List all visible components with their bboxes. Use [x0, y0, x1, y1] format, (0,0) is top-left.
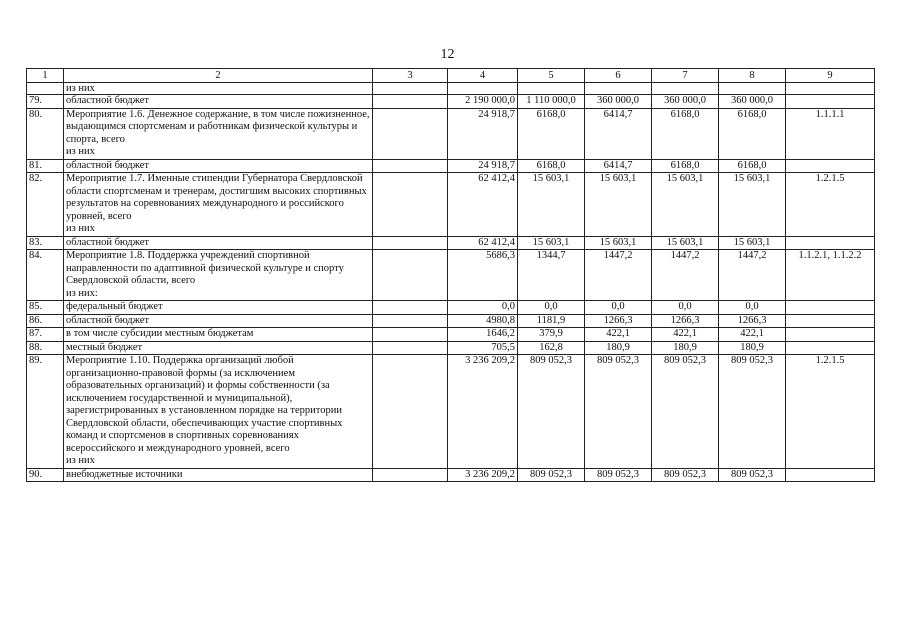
table-row [27, 250, 875, 301]
row-value: 62 412,4 [448, 173, 518, 237]
row-number: 87. [27, 328, 64, 342]
table-row [27, 468, 875, 482]
column-header: 6 [585, 69, 652, 83]
row-value: 15 603,1 [652, 236, 719, 250]
row-value: 3 236 209,2 [448, 355, 518, 469]
row-name: местный бюджет [64, 341, 373, 355]
column-header: 9 [786, 69, 875, 83]
row-value [373, 355, 448, 469]
row-value [373, 83, 448, 95]
budget-table [26, 68, 875, 482]
column-header: 1 [27, 69, 64, 83]
row-value: 6168,0 [518, 159, 585, 173]
row-code: 1.1.2.1, 1.1.2.2 [786, 250, 875, 301]
row-code [786, 328, 875, 342]
table-row [27, 83, 875, 95]
row-code [786, 159, 875, 173]
row-value: 0,0 [719, 301, 786, 315]
row-value [373, 468, 448, 482]
table-row [27, 108, 875, 159]
row-value: 1266,3 [585, 314, 652, 328]
row-name: областной бюджет [64, 236, 373, 250]
row-value [373, 236, 448, 250]
row-name: Мероприятие 1.10. Поддержка организаций любой организационно-правовой формы (за исключением образовательных организаций) и формы собственности (за исключением государственной и муниципальной), зарегистрированных в установленном порядке на территории Свердловской области, обеспечивающих участие спортивных команд и спортсменов в спортивных соревнованиях всероссийского и международного уровней, всего из них [64, 355, 373, 469]
row-value: 6168,0 [719, 108, 786, 159]
row-value: 62 412,4 [448, 236, 518, 250]
row-number: 83. [27, 236, 64, 250]
table-row [27, 355, 875, 469]
row-value: 360 000,0 [652, 95, 719, 109]
table-row [27, 314, 875, 328]
row-value: 6168,0 [719, 159, 786, 173]
column-header: 8 [719, 69, 786, 83]
row-number: 85. [27, 301, 64, 315]
row-value: 2 190 000,0 [448, 95, 518, 109]
row-value: 422,1 [719, 328, 786, 342]
row-value: 15 603,1 [719, 236, 786, 250]
row-value: 24 918,7 [448, 108, 518, 159]
column-header: 5 [518, 69, 585, 83]
table-row [27, 236, 875, 250]
row-value [373, 341, 448, 355]
row-value: 4980,8 [448, 314, 518, 328]
row-name: внебюджетные источники [64, 468, 373, 482]
row-code [786, 236, 875, 250]
row-number: 84. [27, 250, 64, 301]
row-value: 24 918,7 [448, 159, 518, 173]
column-header-row [27, 69, 875, 83]
row-value [652, 83, 719, 95]
row-code: 1.2.1.5 [786, 173, 875, 237]
row-value: 1447,2 [585, 250, 652, 301]
row-value: 6168,0 [518, 108, 585, 159]
row-value: 180,9 [719, 341, 786, 355]
table-row [27, 173, 875, 237]
row-value: 15 603,1 [585, 236, 652, 250]
column-header: 3 [373, 69, 448, 83]
row-value: 162,8 [518, 341, 585, 355]
row-value: 180,9 [585, 341, 652, 355]
page-number: 12 [440, 47, 455, 62]
row-value: 809 052,3 [652, 355, 719, 469]
row-value: 1447,2 [652, 250, 719, 301]
row-value: 1344,7 [518, 250, 585, 301]
column-header: 4 [448, 69, 518, 83]
table-row [27, 328, 875, 342]
row-value: 379,9 [518, 328, 585, 342]
row-value: 15 603,1 [518, 173, 585, 237]
row-name: федеральный бюджет [64, 301, 373, 315]
row-code [786, 314, 875, 328]
row-number: 86. [27, 314, 64, 328]
row-value [373, 314, 448, 328]
row-name: Мероприятие 1.8. Поддержка учреждений спортивной направленности по адаптивной физической культуре и спорту Свердловской области, всего из них: [64, 250, 373, 301]
row-code: 1.2.1.5 [786, 355, 875, 469]
row-value [585, 83, 652, 95]
row-value [719, 83, 786, 95]
row-name: областной бюджет [64, 95, 373, 109]
row-code [786, 468, 875, 482]
row-value: 1 110 000,0 [518, 95, 585, 109]
row-value: 1266,3 [652, 314, 719, 328]
row-value [373, 95, 448, 109]
table-row [27, 301, 875, 315]
row-name: из них [64, 83, 373, 95]
table-row [27, 159, 875, 173]
table-row [27, 341, 875, 355]
row-name: Мероприятие 1.7. Именные стипендии Губернатора Свердловской области спортсменам и тренерам, достигшим высоких спортивных результатов на соревнованиях международного и российского уровней, всего из них [64, 173, 373, 237]
row-value: 3 236 209,2 [448, 468, 518, 482]
row-name: областной бюджет [64, 314, 373, 328]
row-value: 15 603,1 [652, 173, 719, 237]
row-value: 0,0 [652, 301, 719, 315]
row-value: 360 000,0 [719, 95, 786, 109]
row-value: 15 603,1 [585, 173, 652, 237]
row-value [373, 328, 448, 342]
row-value: 809 052,3 [518, 468, 585, 482]
row-value: 6414,7 [585, 159, 652, 173]
row-number: 88. [27, 341, 64, 355]
row-value: 422,1 [585, 328, 652, 342]
row-value: 6414,7 [585, 108, 652, 159]
row-value: 809 052,3 [652, 468, 719, 482]
row-code [786, 341, 875, 355]
row-value: 0,0 [518, 301, 585, 315]
row-name: областной бюджет [64, 159, 373, 173]
row-code [786, 301, 875, 315]
row-number: 82. [27, 173, 64, 237]
row-value: 0,0 [448, 301, 518, 315]
row-value: 422,1 [652, 328, 719, 342]
row-value: 1447,2 [719, 250, 786, 301]
row-value: 15 603,1 [518, 236, 585, 250]
row-value [518, 83, 585, 95]
row-value [373, 301, 448, 315]
row-value [448, 83, 518, 95]
row-name: Мероприятие 1.6. Денежное содержание, в том числе пожизненное, выдающимся спортсменам и работникам физической культуры и спорта, всего из них [64, 108, 373, 159]
row-value: 5686,3 [448, 250, 518, 301]
row-value [373, 250, 448, 301]
row-value: 809 052,3 [719, 468, 786, 482]
row-code: 1.1.1.1 [786, 108, 875, 159]
row-value: 0,0 [585, 301, 652, 315]
row-value: 15 603,1 [719, 173, 786, 237]
row-value: 705,5 [448, 341, 518, 355]
row-number: 81. [27, 159, 64, 173]
row-code [786, 83, 875, 95]
row-value: 809 052,3 [585, 468, 652, 482]
row-value: 360 000,0 [585, 95, 652, 109]
row-number [27, 83, 64, 95]
row-value: 1181,9 [518, 314, 585, 328]
row-code [786, 95, 875, 109]
row-number: 80. [27, 108, 64, 159]
column-header: 7 [652, 69, 719, 83]
row-value: 1266,3 [719, 314, 786, 328]
row-value: 809 052,3 [585, 355, 652, 469]
row-name: в том числе субсидии местным бюджетам [64, 328, 373, 342]
row-number: 79. [27, 95, 64, 109]
row-value: 6168,0 [652, 108, 719, 159]
row-number: 89. [27, 355, 64, 469]
row-value: 180,9 [652, 341, 719, 355]
table-row [27, 95, 875, 109]
row-value: 809 052,3 [719, 355, 786, 469]
row-value: 809 052,3 [518, 355, 585, 469]
row-value [373, 173, 448, 237]
row-number: 90. [27, 468, 64, 482]
row-value [373, 108, 448, 159]
row-value [373, 159, 448, 173]
column-header: 2 [64, 69, 373, 83]
table-body [27, 83, 875, 482]
row-value: 1646,2 [448, 328, 518, 342]
row-value: 6168,0 [652, 159, 719, 173]
